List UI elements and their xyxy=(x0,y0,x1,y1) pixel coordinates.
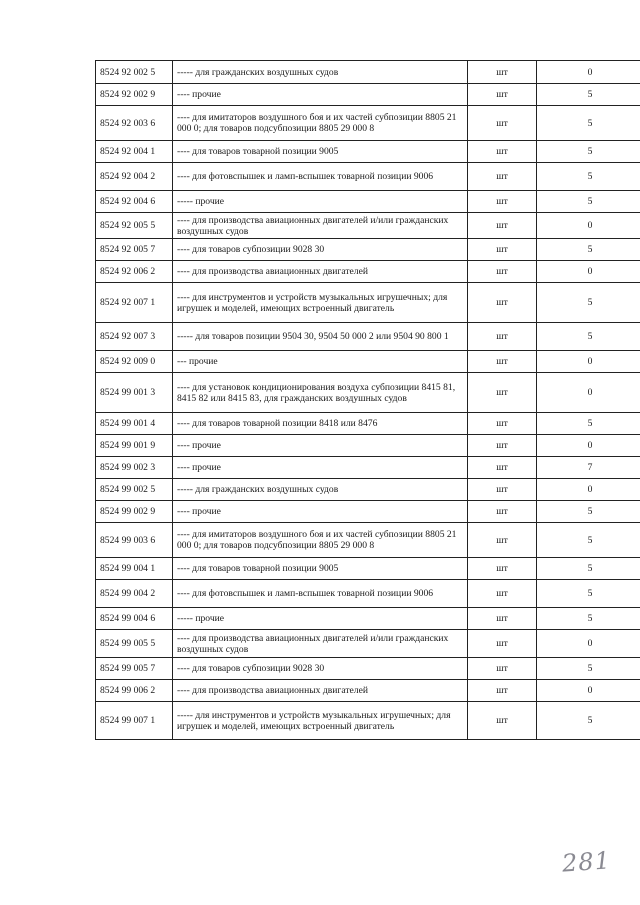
description-cell: ---- для имитаторов воздушного боя и их частей субпозиции 8805 21 000 0; для товаров подсубпозиции 8805 29 000 8 xyxy=(173,523,468,558)
rate-cell: 5 xyxy=(537,84,640,106)
table-row xyxy=(96,141,640,163)
table-row xyxy=(96,630,640,658)
rate-cell: 5 xyxy=(537,523,640,558)
table-row xyxy=(96,213,640,239)
code-cell: 8524 92 007 3 xyxy=(96,323,173,351)
unit-cell: шт xyxy=(468,457,537,479)
rate-cell: 0 xyxy=(537,630,640,658)
table-row xyxy=(96,479,640,501)
code-cell: 8524 99 001 3 xyxy=(96,373,173,413)
description-cell: ---- прочие xyxy=(173,84,468,106)
code-cell: 8524 99 001 4 xyxy=(96,413,173,435)
table-row xyxy=(96,61,640,84)
unit-cell: шт xyxy=(468,373,537,413)
table-row xyxy=(96,163,640,191)
code-cell: 8524 99 003 6 xyxy=(96,523,173,558)
code-cell: 8524 92 004 2 xyxy=(96,163,173,191)
rate-cell: 0 xyxy=(537,435,640,457)
code-cell: 8524 99 004 6 xyxy=(96,608,173,630)
code-cell: 8524 99 001 9 xyxy=(96,435,173,457)
table-row xyxy=(96,435,640,457)
table-row xyxy=(96,608,640,630)
table-row xyxy=(96,680,640,702)
description-cell: ---- для производства авиационных двигателей и/или гражданских воздушных судов xyxy=(173,630,468,658)
rate-cell: 5 xyxy=(537,501,640,523)
unit-cell: шт xyxy=(468,479,537,501)
unit-cell: шт xyxy=(468,141,537,163)
code-cell: 8524 92 007 1 xyxy=(96,283,173,323)
unit-cell: шт xyxy=(468,501,537,523)
description-cell: ----- прочие xyxy=(173,191,468,213)
code-cell: 8524 92 003 6 xyxy=(96,106,173,141)
unit-cell: шт xyxy=(468,702,537,740)
description-cell: ---- для имитаторов воздушного боя и их частей субпозиции 8805 21 000 0; для товаров подсубпозиции 8805 29 000 8 xyxy=(173,106,468,141)
description-cell: ----- для гражданских воздушных судов xyxy=(173,61,468,84)
tariff-table-body xyxy=(96,61,640,740)
table-row xyxy=(96,351,640,373)
unit-cell: шт xyxy=(468,106,537,141)
code-cell: 8524 92 002 9 xyxy=(96,84,173,106)
description-cell: ---- для инструментов и устройств музыкальных игрушечных; для игрушек и моделей, имеющих встроенный двигатель xyxy=(173,283,468,323)
code-cell: 8524 92 005 7 xyxy=(96,239,173,261)
unit-cell: шт xyxy=(468,213,537,239)
code-cell: 8524 92 004 1 xyxy=(96,141,173,163)
code-cell: 8524 92 004 6 xyxy=(96,191,173,213)
description-cell: ---- прочие xyxy=(173,501,468,523)
description-cell: ----- для товаров позиции 9504 30, 9504 50 000 2 или 9504 90 800 1 xyxy=(173,323,468,351)
unit-cell: шт xyxy=(468,261,537,283)
description-cell: ---- прочие xyxy=(173,435,468,457)
code-cell: 8524 92 005 5 xyxy=(96,213,173,239)
rate-cell: 0 xyxy=(537,351,640,373)
table-row xyxy=(96,501,640,523)
rate-cell: 5 xyxy=(537,658,640,680)
unit-cell: шт xyxy=(468,61,537,84)
unit-cell: шт xyxy=(468,163,537,191)
code-cell: 8524 99 002 9 xyxy=(96,501,173,523)
unit-cell: шт xyxy=(468,84,537,106)
table-row xyxy=(96,323,640,351)
table-row xyxy=(96,283,640,323)
rate-cell: 5 xyxy=(537,413,640,435)
description-cell: --- прочие xyxy=(173,351,468,373)
code-cell: 8524 92 009 0 xyxy=(96,351,173,373)
rate-cell: 0 xyxy=(537,261,640,283)
code-cell: 8524 92 002 5 xyxy=(96,61,173,84)
rate-cell: 5 xyxy=(537,163,640,191)
description-cell: ---- для товаров субпозиции 9028 30 xyxy=(173,658,468,680)
description-cell: ---- для производства авиационных двигателей и/или гражданских воздушных судов xyxy=(173,213,468,239)
rate-cell: 0 xyxy=(537,61,640,84)
code-cell: 8524 99 007 1 xyxy=(96,702,173,740)
unit-cell: шт xyxy=(468,630,537,658)
table-row xyxy=(96,84,640,106)
rate-cell: 5 xyxy=(537,106,640,141)
description-cell: ---- для товаров товарной позиции 9005 xyxy=(173,558,468,580)
description-cell: ---- для товаров товарной позиции 9005 xyxy=(173,141,468,163)
table-row xyxy=(96,523,640,558)
description-cell: ---- для фотовспышек и ламп-вспышек товарной позиции 9006 xyxy=(173,580,468,608)
unit-cell: шт xyxy=(468,239,537,261)
table-row xyxy=(96,702,640,740)
table-row xyxy=(96,191,640,213)
handwritten-page-number: 281 xyxy=(561,846,612,878)
unit-cell: шт xyxy=(468,323,537,351)
rate-cell: 5 xyxy=(537,141,640,163)
description-cell: ---- для производства авиационных двигателей xyxy=(173,680,468,702)
unit-cell: шт xyxy=(468,283,537,323)
description-cell: ---- для товаров субпозиции 9028 30 xyxy=(173,239,468,261)
rate-cell: 5 xyxy=(537,702,640,740)
tariff-table xyxy=(95,60,640,740)
description-cell: ----- для инструментов и устройств музыкальных игрушечных; для игрушек и моделей, имеющих встроенный двигатель xyxy=(173,702,468,740)
table-row xyxy=(96,239,640,261)
description-cell: ----- прочие xyxy=(173,608,468,630)
unit-cell: шт xyxy=(468,191,537,213)
description-cell: ----- для гражданских воздушных судов xyxy=(173,479,468,501)
unit-cell: шт xyxy=(468,558,537,580)
description-cell: ---- прочие xyxy=(173,457,468,479)
unit-cell: шт xyxy=(468,680,537,702)
rate-cell: 5 xyxy=(537,283,640,323)
rate-cell: 0 xyxy=(537,479,640,501)
description-cell: ---- для установок кондиционирования воздуха субпозиции 8415 81, 8415 82 или 8415 83, для гражданских воздушных судов xyxy=(173,373,468,413)
rate-cell: 5 xyxy=(537,580,640,608)
code-cell: 8524 92 006 2 xyxy=(96,261,173,283)
rate-cell: 5 xyxy=(537,191,640,213)
rate-cell: 5 xyxy=(537,239,640,261)
rate-cell: 0 xyxy=(537,373,640,413)
rate-cell: 0 xyxy=(537,680,640,702)
table-row xyxy=(96,580,640,608)
unit-cell: шт xyxy=(468,435,537,457)
unit-cell: шт xyxy=(468,523,537,558)
description-cell: ---- для товаров товарной позиции 8418 или 8476 xyxy=(173,413,468,435)
code-cell: 8524 99 005 5 xyxy=(96,630,173,658)
code-cell: 8524 99 002 5 xyxy=(96,479,173,501)
rate-cell: 7 xyxy=(537,457,640,479)
code-cell: 8524 99 006 2 xyxy=(96,680,173,702)
unit-cell: шт xyxy=(468,351,537,373)
unit-cell: шт xyxy=(468,608,537,630)
rate-cell: 0 xyxy=(537,213,640,239)
rate-cell: 5 xyxy=(537,558,640,580)
table-row xyxy=(96,457,640,479)
description-cell: ---- для фотовспышек и ламп-вспышек товарной позиции 9006 xyxy=(173,163,468,191)
code-cell: 8524 99 004 2 xyxy=(96,580,173,608)
table-row xyxy=(96,658,640,680)
unit-cell: шт xyxy=(468,413,537,435)
table-row xyxy=(96,373,640,413)
table-row xyxy=(96,558,640,580)
description-cell: ---- для производства авиационных двигателей xyxy=(173,261,468,283)
code-cell: 8524 99 005 7 xyxy=(96,658,173,680)
unit-cell: шт xyxy=(468,580,537,608)
code-cell: 8524 99 004 1 xyxy=(96,558,173,580)
unit-cell: шт xyxy=(468,658,537,680)
table-row xyxy=(96,261,640,283)
table-row xyxy=(96,106,640,141)
rate-cell: 5 xyxy=(537,323,640,351)
code-cell: 8524 99 002 3 xyxy=(96,457,173,479)
table-row xyxy=(96,413,640,435)
rate-cell: 5 xyxy=(537,608,640,630)
